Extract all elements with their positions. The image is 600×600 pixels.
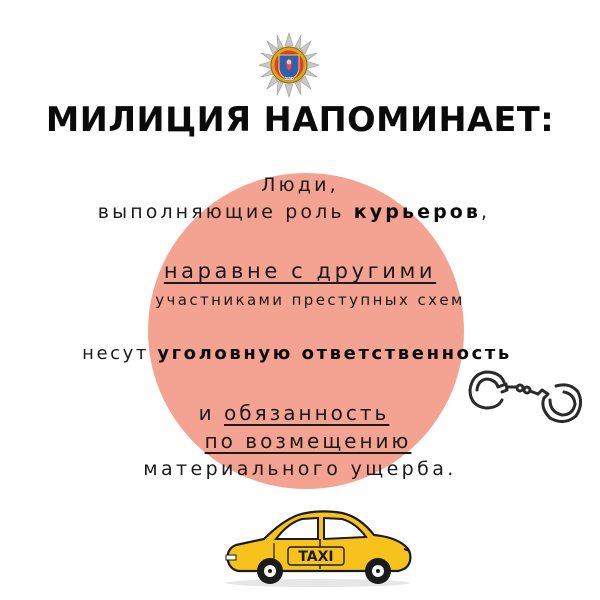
body-line-6: и обязанность (198, 401, 390, 425)
body-line-3 (0, 259, 600, 283)
handcuffs-icon (460, 360, 590, 430)
body-line-8: материального ущерба. (143, 458, 457, 480)
body-line-1: Люди, (261, 174, 339, 196)
emblem-label: MINSK (284, 76, 294, 81)
police-emblem-icon (258, 32, 320, 98)
taxi-sign: TAXI (298, 549, 334, 565)
headline: МИЛИЦИЯ НАПОМИНАЕТ: (45, 100, 555, 139)
body-line-4: участниками преступных схем (155, 291, 465, 309)
underlined-on-par: наравне с другими (163, 259, 437, 283)
underlined-compensation: по возмещению (204, 429, 412, 453)
taxi-car-icon (218, 503, 418, 589)
underlined-obligation: обязанность (224, 401, 390, 425)
bold-criminal-liability: уголовную ответственность (157, 343, 512, 364)
body-line-5: несут уголовную ответственность (82, 343, 512, 364)
body-line-2: выполняющие роль курьеров, (97, 201, 491, 223)
bold-couriers: курьеров (353, 201, 482, 223)
body-line-7 (8, 429, 600, 453)
